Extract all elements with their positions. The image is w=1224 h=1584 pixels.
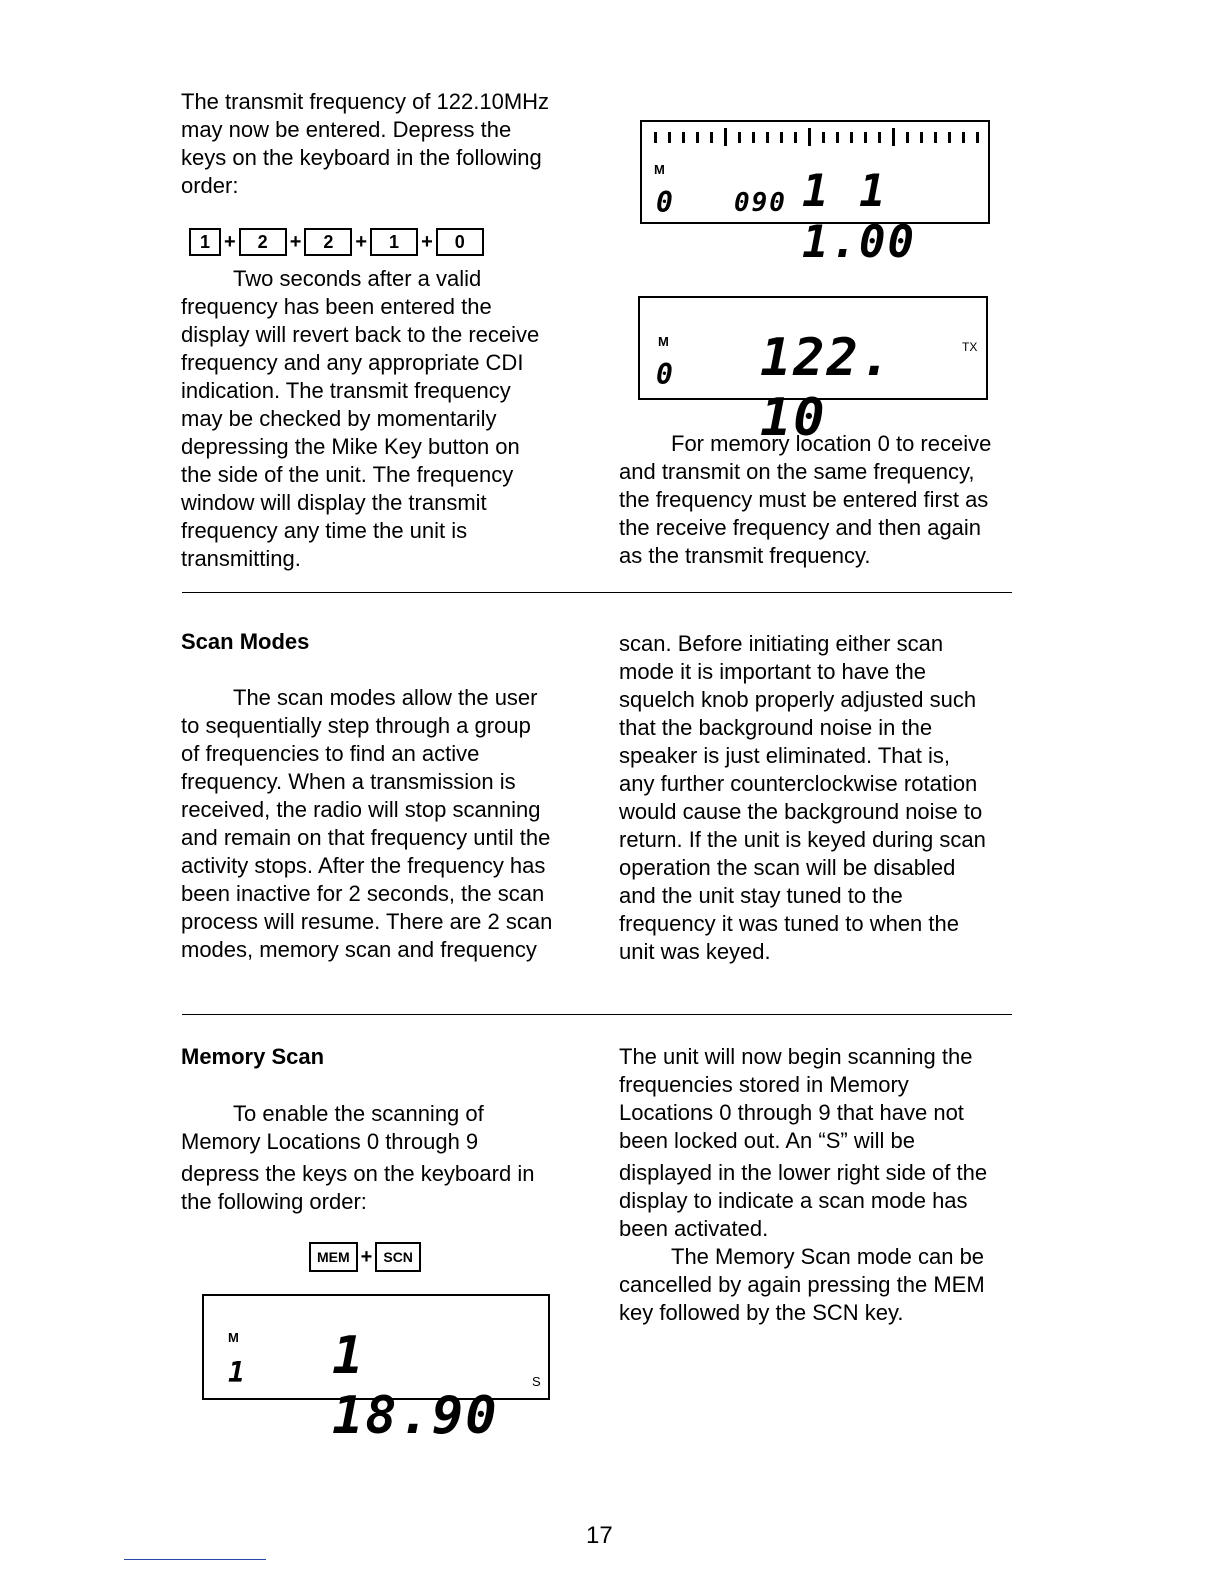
text-line: squelch knob properly adjusted such [619,687,977,712]
lcd-display-scan [202,1294,550,1446]
text-line: For memory location 0 to receive [671,431,992,456]
memory-location-note [619,430,991,570]
memory-location-digit: 1 [228,1356,247,1389]
text-line: been inactive for 2 seconds, the scan [181,881,545,906]
text-line: display to indicate a scan mode has [619,1188,968,1213]
scan-modes-right-paragraph [619,630,986,966]
intro-paragraph [181,88,549,200]
footer-rule [124,1559,266,1560]
text-line: as the transmit frequency. [619,543,871,568]
key-1: 1 [189,228,221,256]
memory-location-digit: 0 [656,358,675,391]
frequency-digits: 1 1 1.00 [802,166,916,268]
text-line: and transmit on the same frequency, [619,459,975,484]
text-line: key followed by the SCN key. [619,1300,904,1325]
text-line: been activated. [619,1216,769,1241]
text-line: Two seconds after a valid [233,266,482,291]
text-line: To enable the scanning of [233,1101,484,1126]
text-line: displayed in the lower right side of the [619,1160,988,1185]
text-line: The unit will now begin scanning the [619,1044,973,1069]
frequency-digits: 122. 10 [760,328,894,448]
text-line: received, the radio will stop scanning [181,797,541,822]
text-line: to sequentially step through a group [181,713,531,738]
text-line: any further counterclockwise rotation [619,771,978,796]
memory-scan-right-paragraph [619,1043,987,1327]
text-line: Locations 0 through 9 that have not [619,1100,964,1125]
text-line: and the unit stay tuned to the [619,883,903,908]
memory-scan-key-sequence [309,1242,421,1272]
plus-sign: + [421,230,433,253]
memory-scan-heading: Memory Scan [181,1044,325,1069]
text-line: may now be entered. Depress the [181,117,512,142]
plus-sign: + [224,230,236,253]
text-line: the frequency must be entered first as [619,487,989,512]
page-number: 17 [586,1522,613,1549]
key-2: 2 [239,228,287,256]
text-line: order: [181,173,239,198]
memory-scan-left-paragraph [181,1100,534,1216]
text-line: frequencies stored in Memory [619,1072,909,1097]
text-line: the side of the unit. The frequency [181,462,514,487]
key-0: 0 [436,228,484,256]
frequency-key-sequence [189,228,484,256]
text-line: indication. The transmit frequency [181,378,511,403]
text-line: transmitting. [181,546,301,571]
text-line: and remain on that frequency until the [181,825,551,850]
text-line: depressing the Mike Key button on [181,434,520,459]
key-1: 1 [370,228,418,256]
key-scn: SCN [375,1242,421,1272]
memory-indicator: M [228,1330,239,1345]
text-line: frequency and any appropriate CDI [181,350,524,375]
text-line: the receive frequency and then again [619,515,982,540]
lcd-display-entry [640,120,990,268]
memory-location-digit: 0 [656,186,675,219]
text-line: unit was keyed. [619,939,771,964]
text-line: activity stops. After the frequency has [181,853,546,878]
cdi-tick-scale [652,126,978,148]
text-line: frequency it was tuned to when the [619,911,959,936]
text-line: would cause the background noise to [619,799,983,824]
text-line: modes, memory scan and frequency [181,937,537,962]
text-line: process will resume. There are 2 scan [181,909,553,934]
plus-sign: + [360,1245,373,1268]
text-line: operation the scan will be disabled [619,855,956,880]
text-line: window will display the transmit [181,490,487,515]
memory-indicator: M [654,162,665,177]
text-line: that the background noise in the [619,715,933,740]
text-line: scan. Before initiating either scan [619,631,944,656]
text-line: The transmit frequency of 122.10MHz [181,89,550,114]
frequency-digits: 1 18.90 [332,1326,499,1446]
section-divider [182,1014,1012,1015]
memory-indicator: M [658,334,669,349]
text-line: speaker is just eliminated. That is, [619,743,950,768]
section-divider [182,592,1012,593]
text-line: frequency has been entered the [181,294,492,319]
text-line: depress the keys on the keyboard in [181,1161,535,1186]
text-line: keys on the keyboard in the following [181,145,542,170]
text-line: frequency. When a transmission is [181,769,516,794]
text-line: of frequencies to find an active [181,741,480,766]
key-2: 2 [304,228,352,256]
scan-indicator: S [532,1374,541,1389]
text-line: display will revert back to the receive [181,322,540,347]
plus-sign: + [355,230,368,253]
text-line: The scan modes allow the user [233,685,538,710]
text-line: frequency any time the unit is [181,518,468,543]
course-digits: 090 [734,188,787,218]
key-mem: MEM [309,1242,358,1272]
text-line: mode it is important to have the [619,659,926,684]
plus-sign: + [289,230,302,253]
text-line: Memory Locations 0 through 9 [181,1129,479,1154]
tx-indicator: TX [962,340,978,354]
text-line: cancelled by again pressing the MEM [619,1272,985,1297]
text-line: been locked out. An “S” will be [619,1128,915,1153]
text-line: The Memory Scan mode can be [671,1244,985,1269]
text-line: may be checked by momentarily [181,406,497,431]
transmit-check-paragraph [181,265,539,573]
scan-modes-left-paragraph [181,684,552,964]
text-line: return. If the unit is keyed during scan [619,827,986,852]
text-line: the following order: [181,1189,367,1214]
scan-modes-heading: Scan Modes [181,629,310,654]
